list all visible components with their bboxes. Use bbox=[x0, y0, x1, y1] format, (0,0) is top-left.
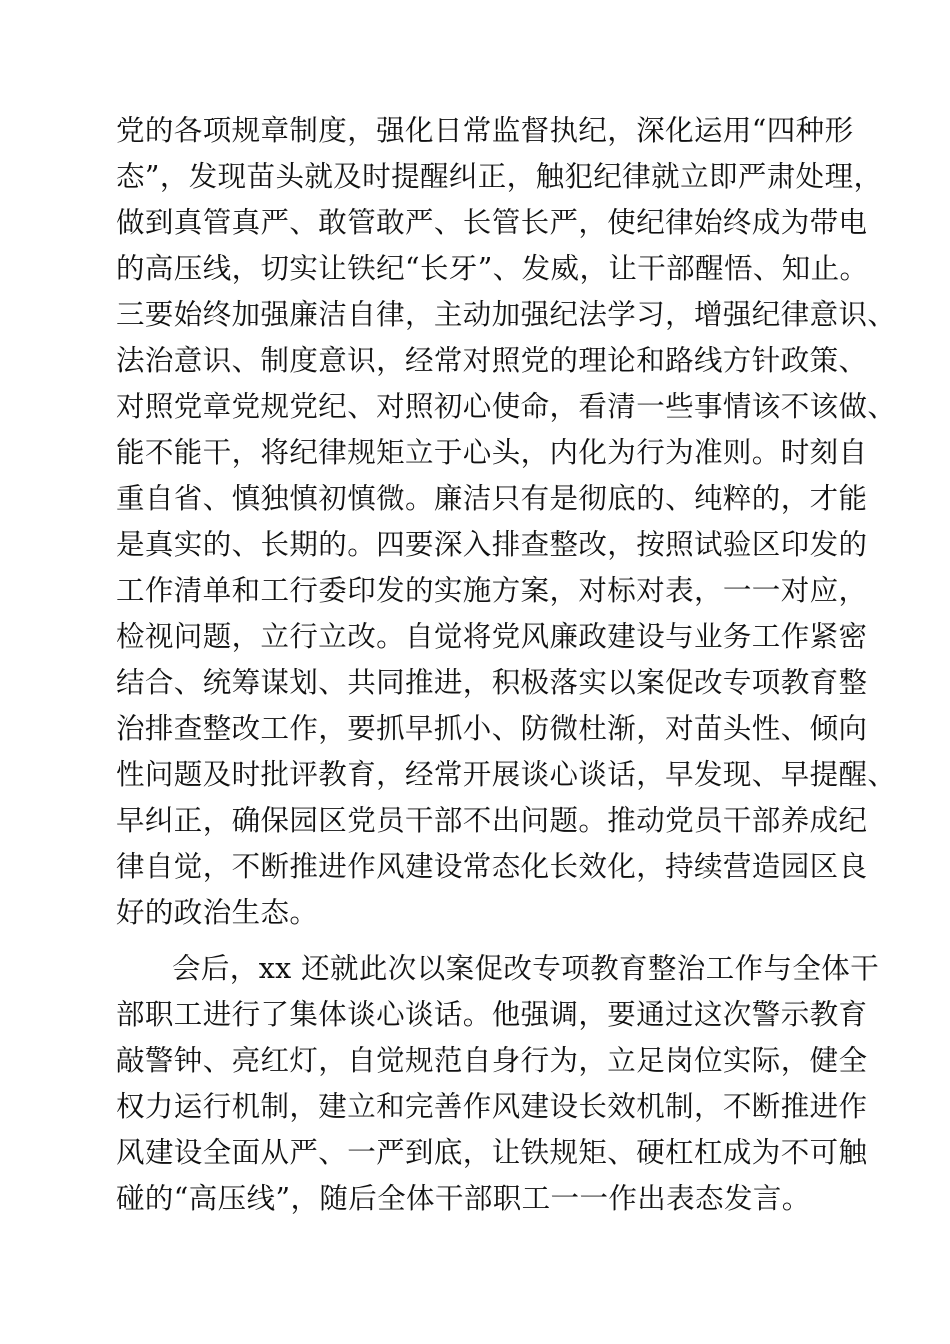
text-line: 法治意识、制度意识，经常对照党的理论和路线方针政策、 bbox=[116, 344, 868, 377]
text-line: 对照党章党规党纪、对照初心使命，看清一些事情该不该做、 bbox=[116, 390, 897, 423]
text-line: 风建设全面从严、一严到底，让铁规矩、硬杠杠成为不可触 bbox=[116, 1136, 868, 1169]
text-line: 部职工进行了集体谈心谈话。他强调，要通过这次警示教育 bbox=[116, 998, 868, 1031]
text-line: 做到真管真严、敢管敢严、长管长严，使纪律始终成为带电 bbox=[116, 206, 868, 239]
text-line: 三要始终加强廉洁自律，主动加强纪法学习，增强纪律意识、 bbox=[116, 298, 897, 331]
text-line: 结合、统筹谋划、共同推进，积极落实以案促改专项教育整 bbox=[116, 666, 868, 699]
text-line: 敲警钟、亮红灯，自觉规范自身行为，立足岗位实际，健全 bbox=[116, 1044, 868, 1077]
text-line: 律自觉，不断推进作风建设常态化长效化，持续营造园区良 bbox=[116, 850, 868, 883]
paragraph-first-line: 会后，xx 还就此次以案促改专项教育整治工作与全体干 bbox=[172, 952, 880, 985]
text-line: 碰的“高压线”，随后全体干部职工一一作出表态发言。 bbox=[116, 1182, 811, 1215]
text-line: 权力运行机制，建立和完善作风建设长效机制，不断推进作 bbox=[116, 1090, 868, 1123]
text-line: 性问题及时批评教育，经常开展谈心谈话，早发现、早提醒、 bbox=[116, 758, 897, 791]
text-line: 好的政治生态。 bbox=[116, 896, 319, 929]
text-line: 是真实的、长期的。四要深入排查整改，按照试验区印发的 bbox=[116, 528, 868, 561]
text-line: 早纠正，确保园区党员干部不出问题。推动党员干部养成纪 bbox=[116, 804, 868, 837]
text-line: 检视问题，立行立改。自觉将党风廉政建设与业务工作紧密 bbox=[116, 620, 868, 653]
text-line: 态”，发现苗头就及时提醒纠正，触犯纪律就立即严肃处理， bbox=[116, 160, 883, 193]
text-line: 治排查整改工作，要抓早抓小、防微杜渐，对苗头性、倾向 bbox=[116, 712, 868, 745]
text-line: 的高压线，切实让铁纪“长牙”、发威，让干部醒悟、知止。 bbox=[116, 252, 869, 285]
text-line: 党的各项规章制度，强化日常监督执纪，深化运用“四种形 bbox=[116, 114, 854, 147]
text-line: 能不能干，将纪律规矩立于心头，内化为行为准则。时刻自 bbox=[116, 436, 868, 469]
text-line: 工作清单和工行委印发的实施方案，对标对表，一一对应， bbox=[116, 574, 868, 607]
text-line: 重自省、慎独慎初慎微。廉洁只有是彻底的、纯粹的，才能 bbox=[116, 482, 868, 515]
